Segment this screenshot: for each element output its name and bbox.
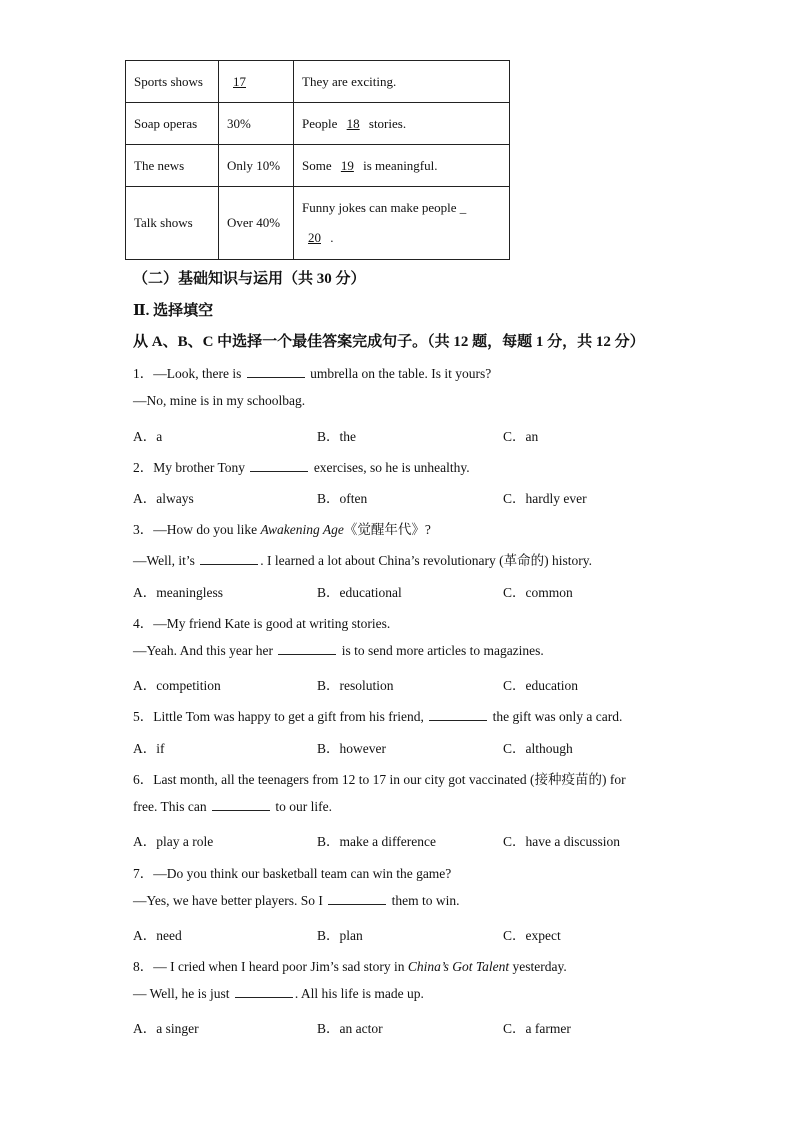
answer-blank — [235, 996, 293, 998]
answer-blank — [212, 809, 270, 811]
table-row — [126, 103, 510, 145]
question-7: 7．—Do you think our basketball team can win the game? — [133, 866, 452, 881]
question-text: —Yeah. And this year her — [133, 643, 277, 658]
table-row — [126, 61, 510, 103]
question-text: —Well, it’s — [133, 553, 199, 568]
option-c: C．have a discussion — [503, 834, 620, 849]
option-b: B．educational — [317, 585, 402, 600]
option-a: A．a singer — [133, 1021, 199, 1036]
option-c: C．education — [503, 678, 578, 693]
question-8 — [133, 955, 567, 975]
option-b: B．often — [317, 491, 368, 506]
option-a: A．competition — [133, 678, 221, 693]
question-text: — Well, he is just — [133, 986, 233, 1001]
program-cell: The news — [126, 145, 219, 187]
percent-cell — [219, 61, 294, 103]
option-c: C．hardly ever — [503, 491, 587, 506]
answer-blank — [200, 563, 258, 565]
question-4-reply — [133, 643, 544, 659]
program-title: China’s Got Talent — [407, 959, 510, 974]
comment-text: . — [330, 230, 334, 245]
table-row — [126, 187, 510, 260]
question-4: 4．—My friend Kate is good at writing stories. — [133, 616, 391, 631]
question-2 — [133, 456, 470, 476]
part-title: Ⅱ. 选择填空 — [133, 303, 214, 319]
percent-cell: Only 10% — [219, 145, 294, 187]
question-text: them to win. — [388, 893, 460, 908]
option-c: C．expect — [503, 928, 561, 943]
question-text: 1．—Look, there is — [133, 366, 245, 381]
option-c: C．an — [503, 429, 539, 444]
question-text: 5．Little Tom was happy to get a gift from his friend, — [133, 709, 428, 724]
option-b: B．an actor — [317, 1021, 383, 1036]
question-text: is to send more articles to magazines. — [338, 643, 544, 658]
question-7-reply — [133, 893, 459, 909]
option-b: B．plan — [317, 928, 363, 943]
option-b: B．resolution — [317, 678, 394, 693]
instruction: 从 A、B、C 中选择一个最佳答案完成句子。（共 12 题，每题 1 分，共 12 分） — [133, 334, 645, 350]
option-a: A．if — [133, 741, 165, 756]
comment-text: Funny jokes can make people — [302, 200, 457, 215]
question-6: 6．Last month, all the teenagers from 12 to 17 in our city got vaccinated (接种疫苗的) for — [133, 772, 626, 787]
option-b: B．however — [317, 741, 386, 756]
option-b: B．the — [317, 429, 356, 444]
comment-cell: Funny jokes can make people _ 20 . — [294, 187, 510, 260]
comment-cell: They are exciting. — [294, 61, 510, 103]
question-text: 3．—How do you like — [133, 522, 261, 537]
question-text: —Yes, we have better players. So I — [133, 893, 327, 908]
program-cell: Talk shows — [126, 187, 219, 260]
percent-cell: Over 40% — [219, 187, 294, 260]
question-text: exercises, so he is unhealthy. — [310, 460, 470, 475]
table-row — [126, 145, 510, 187]
answer-blank — [250, 470, 308, 472]
question-3-reply — [133, 549, 592, 569]
answer-blank — [278, 653, 336, 655]
question-text: umbrella on the table. Is it yours? — [306, 366, 492, 381]
blank-number: 19 — [340, 157, 354, 173]
option-a: A．need — [133, 928, 182, 943]
blank-number: 17 — [233, 73, 246, 89]
question-text: to our life. — [271, 799, 332, 814]
comment-cell — [294, 103, 510, 145]
question-text: free. This can — [133, 799, 210, 814]
comment-text: stories. — [368, 115, 407, 131]
option-a: A．meaningless — [133, 585, 223, 600]
question-3 — [133, 518, 431, 538]
question-5 — [133, 705, 622, 725]
program-cell: Sports shows — [126, 61, 219, 103]
question-6-cont — [133, 799, 332, 815]
blank-number: 20 — [308, 230, 321, 245]
question-text: . All his life is made up. — [294, 986, 424, 1001]
answer-blank — [328, 903, 386, 905]
question-text: the gift was only a card. — [489, 709, 623, 724]
option-c: C．a farmer — [503, 1021, 571, 1036]
answer-blank — [429, 719, 487, 721]
percent-cell: 30% — [219, 103, 294, 145]
comment-text: is meaningful. — [363, 157, 438, 173]
survey-table — [125, 60, 510, 260]
blank-number: 18 — [346, 115, 360, 131]
question-text: 《觉醒年代》? — [343, 522, 431, 537]
option-c: C．although — [503, 741, 573, 756]
option-a: A．a — [133, 429, 163, 444]
program-cell: Soap operas — [126, 103, 219, 145]
comment-cell — [294, 145, 510, 187]
comment-text: People — [302, 115, 338, 131]
option-a: A．always — [133, 491, 194, 506]
option-b: B．make a difference — [317, 834, 436, 849]
question-text: 8．— I cried when I heard poor Jim’s sad story in — [133, 959, 408, 974]
question-text: 2．My brother Tony — [133, 460, 249, 475]
option-a: A．play a role — [133, 834, 214, 849]
comment-text: Some — [302, 157, 332, 173]
option-c: C．common — [503, 585, 573, 600]
question-1-reply: —No, mine is in my schoolbag. — [133, 393, 306, 408]
question-text: yesterday. — [509, 959, 567, 974]
question-text: . I learned a lot about China’s revolutionary (革命的) history. — [260, 553, 592, 568]
question-1 — [133, 362, 491, 382]
section-title: （二）基础知识与运用（共 30 分） — [133, 271, 366, 287]
answer-blank — [247, 376, 305, 378]
question-8-reply — [133, 986, 424, 1002]
program-title: Awakening Age — [260, 522, 344, 537]
